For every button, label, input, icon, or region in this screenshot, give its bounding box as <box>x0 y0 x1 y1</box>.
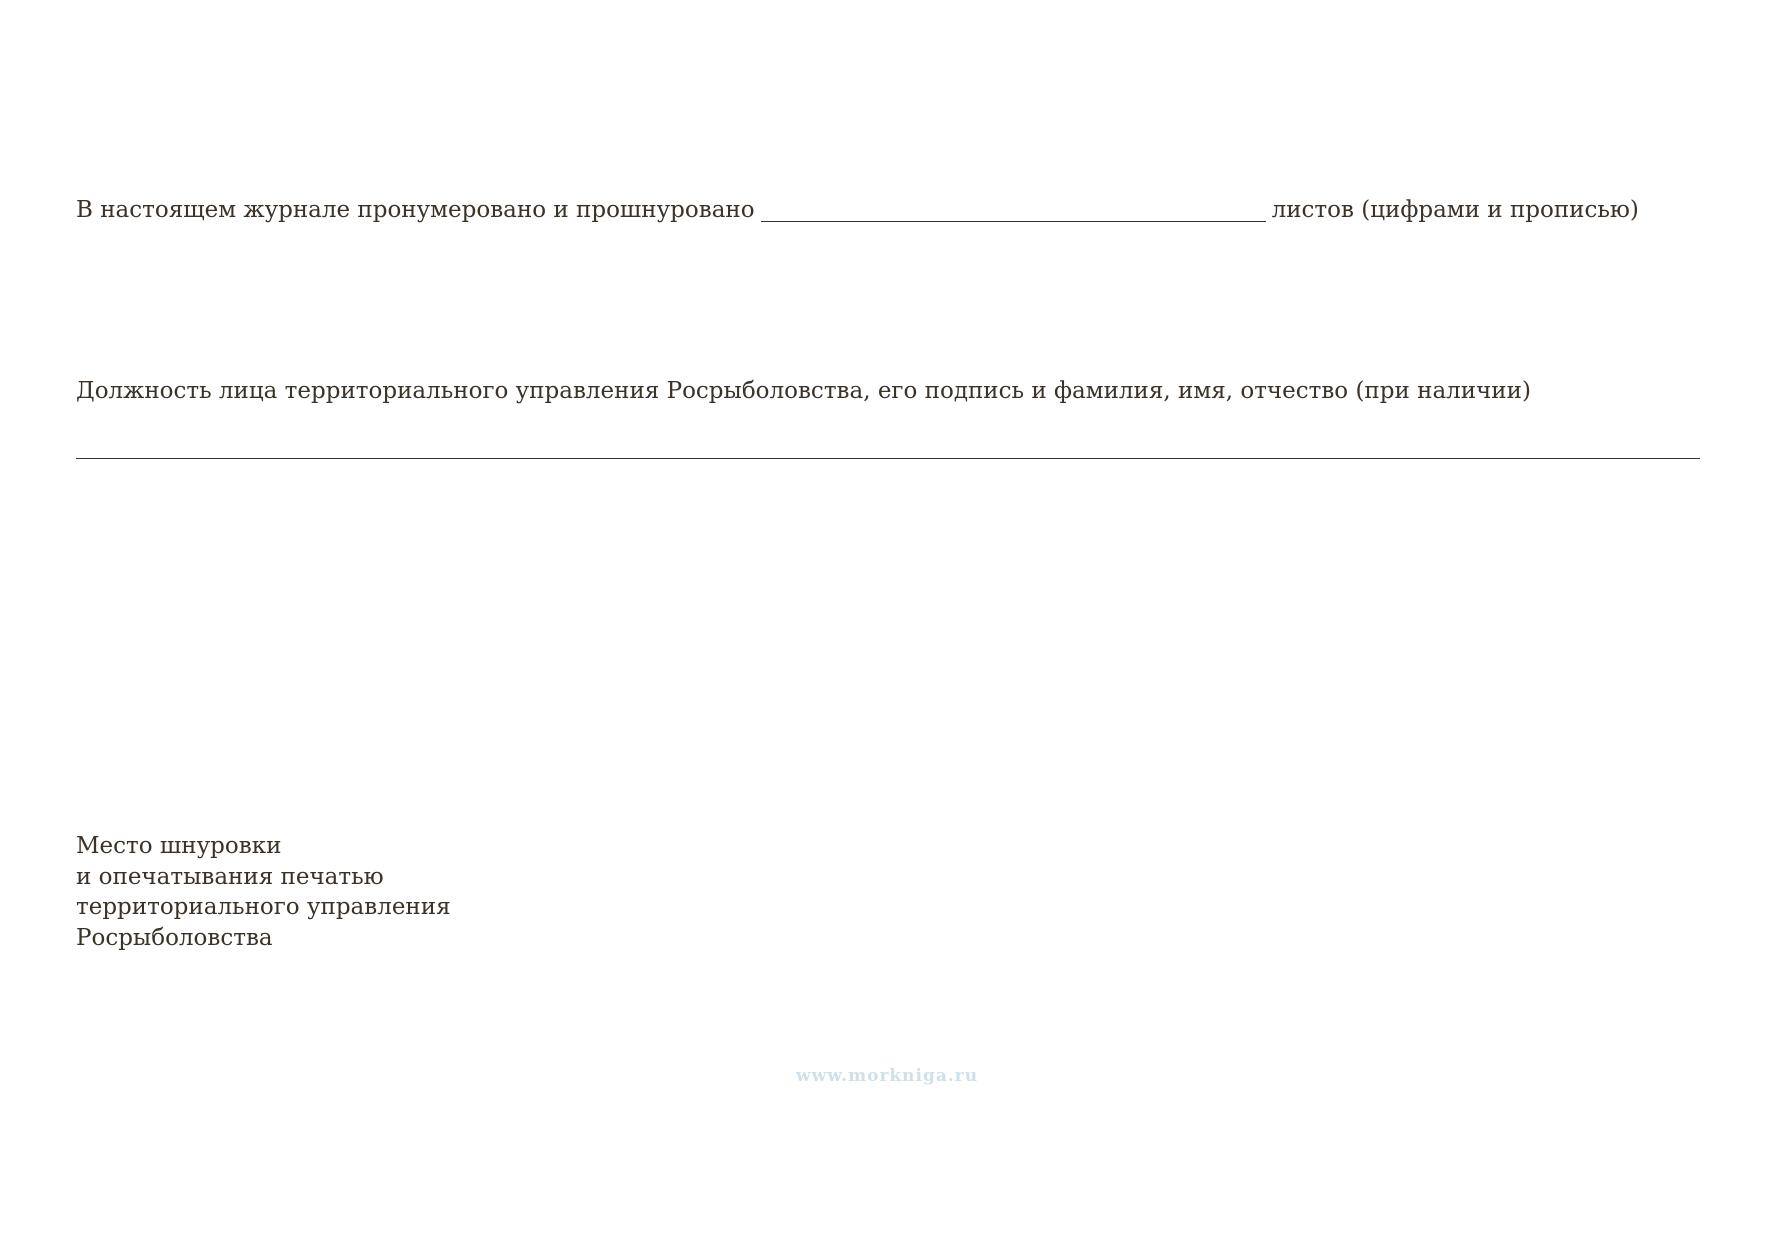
signature-line <box>76 458 1700 459</box>
binding-note <box>76 831 451 953</box>
binding-note-line: Место шнуровки <box>76 833 282 859</box>
pages-statement-suffix: листов (цифрами и прописью) <box>1271 197 1639 223</box>
pages-statement-prefix: В настоящем журнале пронумеровано и прошнуровано <box>76 197 755 223</box>
page-count-blank <box>761 220 1266 222</box>
binding-note-line: территориального управления <box>76 894 451 920</box>
watermark: www.morkniga.ru <box>796 1066 979 1086</box>
binding-note-line: и опечатывания печатью <box>76 863 384 890</box>
pages-statement <box>76 195 1639 225</box>
binding-note-line: Росрыболовства <box>76 924 273 951</box>
official-caption: Должность лица территориального управления Росрыболовства, его подпись и фамилия, имя, отчество (при наличии) <box>76 378 1531 404</box>
